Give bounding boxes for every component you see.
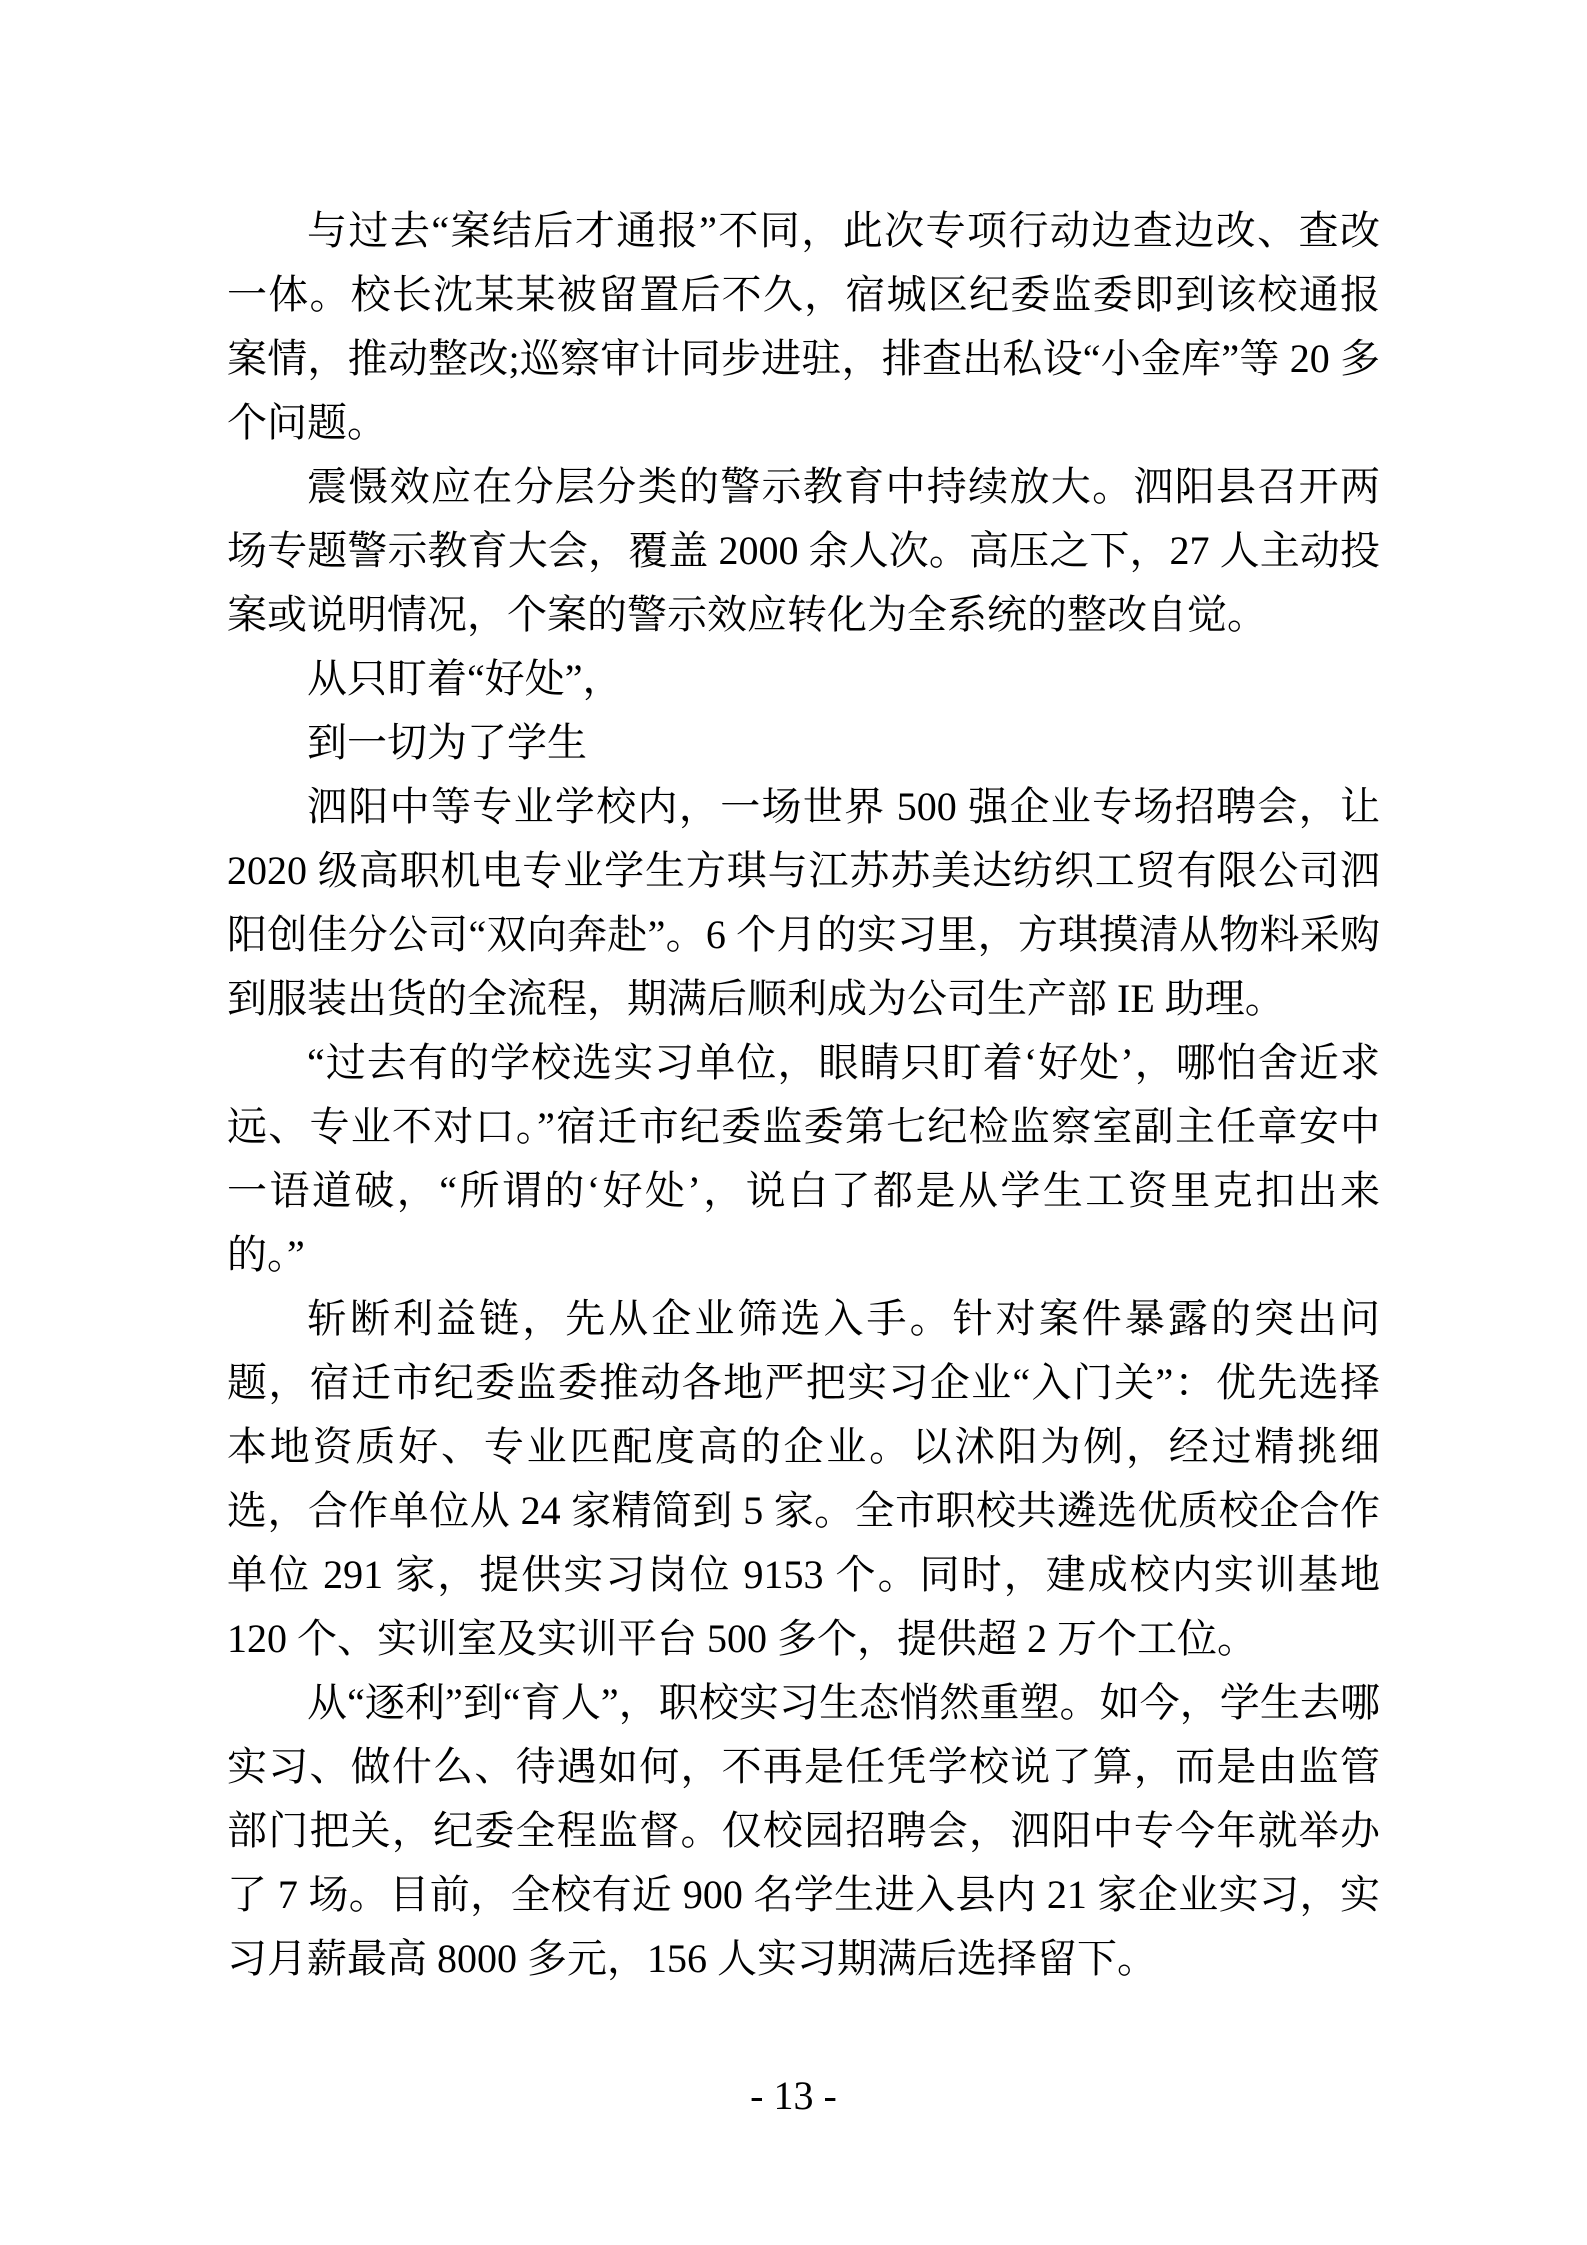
paragraph: 与过去“案结后才通报”不同，此次专项行动边查边改、查改一体。校长沈某某被留置后不久，宿城区纪委监委即到该校通报案情，推动整改;巡察审计同步进驻，排查出私设“小金库”等 20 多个问题。 bbox=[227, 208, 1380, 445]
paragraph: 斩断利益链，先从企业筛选入手。针对案件暴露的突出问题，宿迁市纪委监委推动各地严把实习企业“入门关”：优先选择本地资质好、专业匹配度高的企业。以沭阳为例，经过精挑细选，合作单位从 24 家精简到 5 家。全市职校共遴选优质校企合作单位 291 家，提供实习岗位 9153 个。同时，建成校内实训基地 120 个、实训室及实训平台 500 多个，提供超 2 万个工位。 bbox=[227, 1296, 1380, 1661]
paragraph: 泗阳中等专业学校内，一场世界 500 强企业专场招聘会，让 2020 级高职机电专业学生方琪与江苏苏美达纺织工贸有限公司泗阳创佳分公司“双向奔赴”。6 个月的实习里，方琪摸清从物料采购到服装出货的全流程，期满后顺利成为公司生产部 IE 助理。 bbox=[227, 784, 1380, 1021]
paragraph: “过去有的学校选实习单位，眼睛只盯着‘好处’，哪怕舍近求远、专业不对口。”宿迁市纪委监委第七纪检监察室副主任章安中一语道破，“所谓的‘好处’，说白了都是从学生工资里克扣出来的。” bbox=[227, 1040, 1380, 1277]
paragraph-subheading-line: 到一切为了学生 bbox=[307, 720, 587, 765]
document-body bbox=[227, 199, 1380, 1991]
paragraph-subheading-line: 从只盯着“好处”， bbox=[307, 656, 623, 701]
paragraph: 震慑效应在分层分类的警示教育中持续放大。泗阳县召开两场专题警示教育大会，覆盖 2000 余人次。高压之下，27 人主动投案或说明情况，个案的警示效应转化为全系统的整改自觉。 bbox=[227, 464, 1380, 637]
paragraph: 从“逐利”到“育人”，职校实习生态悄然重塑。如今，学生去哪实习、做什么、待遇如何，不再是任凭学校说了算，而是由监管部门把关，纪委全程监督。仅校园招聘会，泗阳中专今年就举办了 7 场。目前，全校有近 900 名学生进入县内 21 家企业实习，实习月薪最高 8000 多元，156 人实习期满后选择留下。 bbox=[227, 1680, 1380, 1981]
page-number: - 13 - bbox=[750, 2073, 837, 2118]
